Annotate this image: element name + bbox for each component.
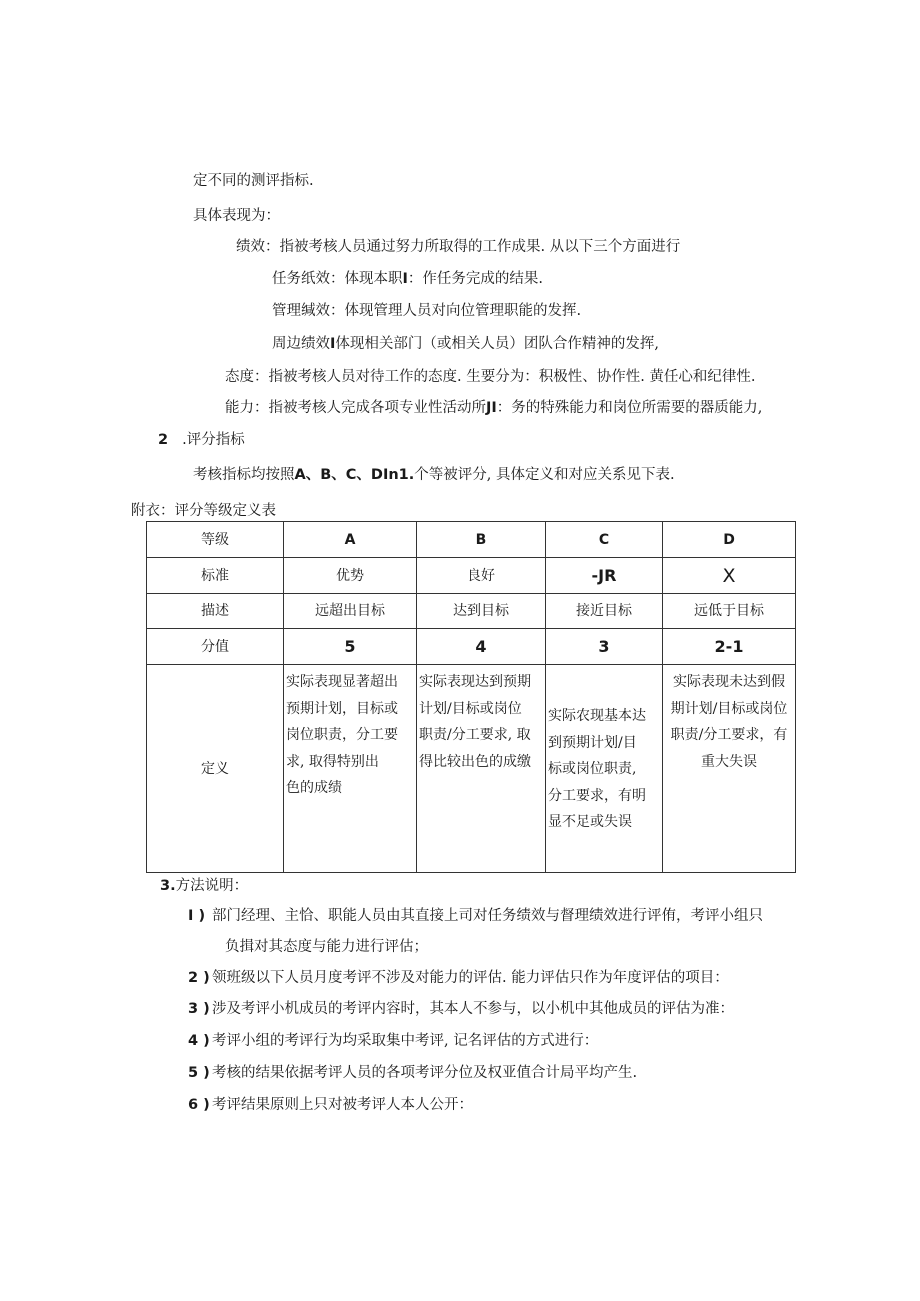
standard-c: -JR bbox=[546, 558, 663, 594]
grading-text-c: 个等被评分, 具体定义和对应关系见下表. bbox=[414, 467, 675, 483]
table-row-definition bbox=[147, 665, 796, 873]
definition-label: 定义 bbox=[147, 665, 284, 873]
grade-definition-table bbox=[146, 521, 796, 873]
definition-a bbox=[284, 665, 417, 873]
header-grade-a: A bbox=[284, 522, 417, 558]
method-item-2-number: 2 ) bbox=[188, 970, 210, 986]
standard-d: X bbox=[663, 558, 796, 594]
header-grade-b: B bbox=[417, 522, 546, 558]
section-2-title: .评分指标 bbox=[182, 432, 245, 448]
definition-d-line: 期计划/目标或岗位 bbox=[670, 700, 788, 717]
definition-b-line: 实际表现达到预期 bbox=[419, 674, 531, 690]
table-row-score bbox=[147, 629, 796, 665]
peripheral-text-b: I bbox=[330, 336, 336, 352]
definition-c-line: 实际农现基本达 bbox=[548, 708, 646, 724]
section-2-heading bbox=[158, 430, 245, 450]
header-grade-d: D bbox=[663, 522, 796, 558]
definition-c-line: 显不足或失误 bbox=[548, 814, 632, 830]
paragraph-management-performance: 管理缄效：体现管理人员对向位管理职能的发挥. bbox=[272, 303, 582, 319]
paragraph-1: 定不同的测评指标. bbox=[193, 173, 314, 189]
table-row-standard bbox=[147, 558, 796, 594]
section-3-heading bbox=[160, 876, 248, 896]
method-item-2 bbox=[188, 968, 729, 988]
header-grade-c: C bbox=[546, 522, 663, 558]
task-performance-text-a: 任务纸效：体现本职 bbox=[272, 271, 403, 287]
section-2-number: 2 bbox=[158, 432, 169, 448]
definition-d-line: 重大失误 bbox=[701, 753, 757, 770]
method-item-3-text: 涉及考评小机成员的考评内容时，其本人不参与，以小机中其他成员的评估为准： bbox=[212, 1001, 734, 1017]
table-row-grade bbox=[147, 522, 796, 558]
task-performance-text-c: ：作任务完成的结果. bbox=[407, 271, 544, 287]
peripheral-text-a: 周边绩效 bbox=[272, 336, 330, 352]
method-item-3 bbox=[188, 999, 734, 1019]
definition-d bbox=[663, 665, 796, 873]
peripheral-text-c: 体现相关部门（或相关人员）团队合作精神的发挥, bbox=[335, 336, 660, 352]
description-d: 远低于目标 bbox=[663, 594, 796, 629]
description-c: 接近目标 bbox=[546, 594, 663, 629]
paragraph-grading bbox=[193, 465, 675, 485]
definition-c-line: 标或岗位职责, bbox=[548, 761, 637, 777]
grading-text-a: 考核指标均按照 bbox=[193, 467, 295, 483]
method-item-6 bbox=[188, 1095, 473, 1115]
section-3-title: 方法说明： bbox=[175, 878, 249, 894]
ability-text-b: JI bbox=[486, 400, 497, 416]
method-item-1-continuation: 负揖对其态度与能力进行评估； bbox=[225, 939, 428, 955]
table-row-description bbox=[147, 594, 796, 629]
paragraph-ability bbox=[225, 398, 762, 418]
definition-c-line: 到预期计划/目 bbox=[548, 734, 637, 751]
table-caption: 附衣：评分等级定义表 bbox=[131, 503, 276, 519]
definition-a-line: 求, 取得特别出 bbox=[286, 753, 379, 770]
definition-c-line: 分工要求，有明 bbox=[548, 787, 646, 804]
task-performance-text-b: I bbox=[402, 271, 408, 287]
method-item-1 bbox=[188, 906, 763, 926]
standard-a: 优势 bbox=[284, 558, 417, 594]
definition-b-line: 职责/分工要求, 取 bbox=[419, 727, 531, 743]
section-3-number: 3. bbox=[160, 878, 176, 894]
standard-label: 标准 bbox=[147, 558, 284, 594]
definition-d-line: 实际表现未达到假 bbox=[673, 674, 785, 690]
ability-text-a: 能力：指被考核人完成各项专业性活动所 bbox=[225, 400, 486, 416]
score-d: 2-1 bbox=[663, 629, 796, 665]
grading-text-b: A、B、C、DIn1. bbox=[294, 467, 415, 483]
definition-c bbox=[546, 665, 663, 873]
paragraph-task-performance bbox=[272, 269, 543, 289]
description-b: 达到目标 bbox=[417, 594, 546, 629]
method-item-5 bbox=[188, 1063, 637, 1083]
method-item-6-number: 6 ) bbox=[188, 1097, 210, 1113]
method-item-3-number: 3 ) bbox=[188, 1001, 210, 1017]
definition-a-line: 实际表现显著超出 bbox=[286, 674, 398, 690]
description-a: 远超出目标 bbox=[284, 594, 417, 629]
method-item-5-number: 5 ) bbox=[188, 1065, 210, 1081]
method-item-5-text: 考核的结果依据考评人员的各项考评分位及权亚值合计局平均产生. bbox=[212, 1065, 638, 1081]
score-label: 分值 bbox=[147, 629, 284, 665]
paragraph-performance: 绩效：指被考核人员通过努力所取得的工作成果. 从以下三个方面进行 bbox=[236, 239, 681, 255]
paragraph-peripheral-performance bbox=[272, 334, 659, 354]
standard-b: 良好 bbox=[417, 558, 546, 594]
paragraph-attitude: 态度：指被考核人员对待工作的态度. 生要分为：积极性、协作性. 黄任心和纪律性. bbox=[225, 369, 756, 385]
definition-b-line: 计划/目标或岗位 bbox=[419, 700, 522, 717]
definition-a-line: 色的成绩 bbox=[286, 780, 342, 796]
method-item-1-text: 部门经理、主恰、职能人员由其直接上司对任务绩效与督理绩效进行评侑，考评小组只 bbox=[212, 908, 763, 924]
definition-a-line: 岗位职责，分工要 bbox=[286, 727, 398, 743]
paragraph-2: 具体表现为： bbox=[193, 208, 280, 224]
description-label: 描述 bbox=[147, 594, 284, 629]
score-c: 3 bbox=[546, 629, 663, 665]
definition-d-line: 职责/分工要求，有 bbox=[670, 727, 788, 743]
header-grade-label: 等级 bbox=[147, 522, 284, 558]
definition-a-line: 预期计划，目标或 bbox=[286, 700, 398, 717]
method-item-4-number: 4 ) bbox=[188, 1033, 210, 1049]
definition-b-line: 得比较出色的成缴 bbox=[419, 753, 531, 770]
score-b: 4 bbox=[417, 629, 546, 665]
method-item-1-number: I ) bbox=[188, 908, 206, 924]
method-item-4 bbox=[188, 1031, 598, 1051]
ability-text-c: ：务的特殊能力和岗位所需要的器质能力, bbox=[496, 400, 763, 416]
method-item-4-text: 考评小组的考评行为均采取集中考评, 记名评估的方式进行： bbox=[212, 1033, 599, 1049]
method-item-2-text: 领班级以下人员月度考评不涉及对能力的评估. 能力评估只作为年度评估的项目： bbox=[212, 970, 729, 986]
score-a: 5 bbox=[284, 629, 417, 665]
method-item-6-text: 考评结果原则上只对被考评人本人公开： bbox=[212, 1097, 473, 1113]
definition-b bbox=[417, 665, 546, 873]
